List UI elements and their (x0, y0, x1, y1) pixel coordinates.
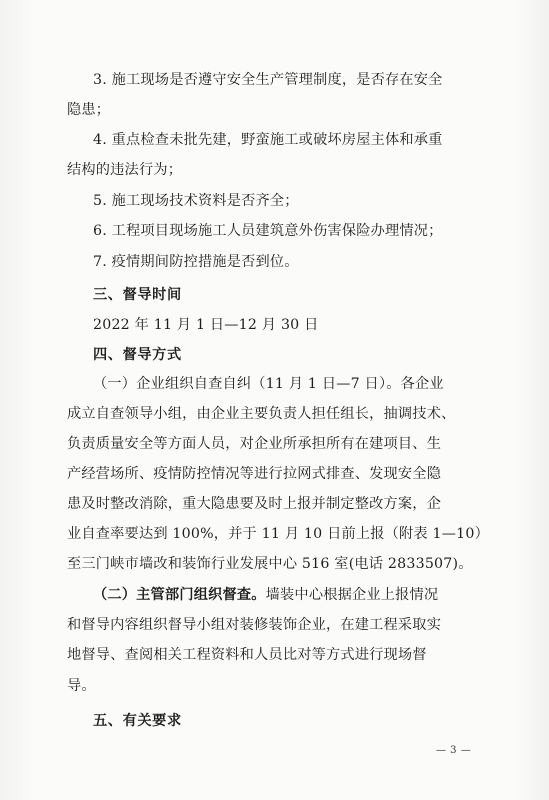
item-3-line-1: 3. 施工现场是否遵守安全生产管理制度，是否存在安全 (93, 72, 443, 88)
para-1-line-1: （一）企业组织自查自纠（11 月 1 日—7 日）。各企业 (93, 376, 444, 392)
para-1-line-3: 负责质量安全等方面人员，对企业所承担所有在建项目、生 (67, 436, 442, 452)
item-7: 7. 疫情期间防控措施是否到位。 (93, 254, 299, 270)
para-1-line-7: 至三门峡市墙改和装饰行业发展中心 516 室(电话 2833507)。 (67, 556, 473, 572)
supervision-period: 2022 年 11 月 1 日—12 月 30 日 (93, 317, 319, 333)
para-2-line-2: 和督导内容组织督导小组对装修装饰企业，在建工程采取实 (67, 617, 442, 633)
para-2-line-3: 地督导、查阅相关工程资料和人员比对等方式进行现场督 (67, 647, 427, 663)
section-4-heading: 四、督导方式 (93, 347, 182, 363)
item-6: 6. 工程项目现场施工人员建筑意外伤害保险办理情况； (93, 223, 443, 239)
para-2-lead: （二）主管部门组织督查。 (93, 587, 266, 603)
section-3-heading: 三、督导时间 (93, 287, 182, 303)
para-2-first-rest: 墙装中心根据企业上报情况 (265, 587, 439, 603)
para-1-line-2: 成立自查领导小组，由企业主要负责人担任组长，抽调技术、 (67, 406, 456, 422)
para-1-line-6: 业自查率要达到 100%，并于 11 月 10 日前上报（附表 1—10） (67, 526, 489, 542)
para-2-line-1 (93, 586, 488, 604)
page-number: — 3 — (436, 745, 472, 756)
section-5-heading: 五、有关要求 (93, 713, 182, 729)
item-4-line-1: 4. 重点检查未批先建，野蛮施工或破坏房屋主体和承重 (93, 132, 443, 148)
item-4-line-2: 结构的违法行为； (67, 162, 183, 178)
item-5: 5. 施工现场技术资料是否齐全； (93, 193, 299, 209)
para-1-line-5: 患及时整改消除，重大隐患要及时上报并制定整改方案，企 (67, 496, 442, 512)
para-2-line-4: 导。 (67, 678, 96, 694)
item-3-line-2: 隐患； (67, 102, 111, 118)
para-1-line-4: 产经营场所、疫情防控情况等进行拉网式排查、发现安全隐 (67, 466, 442, 482)
